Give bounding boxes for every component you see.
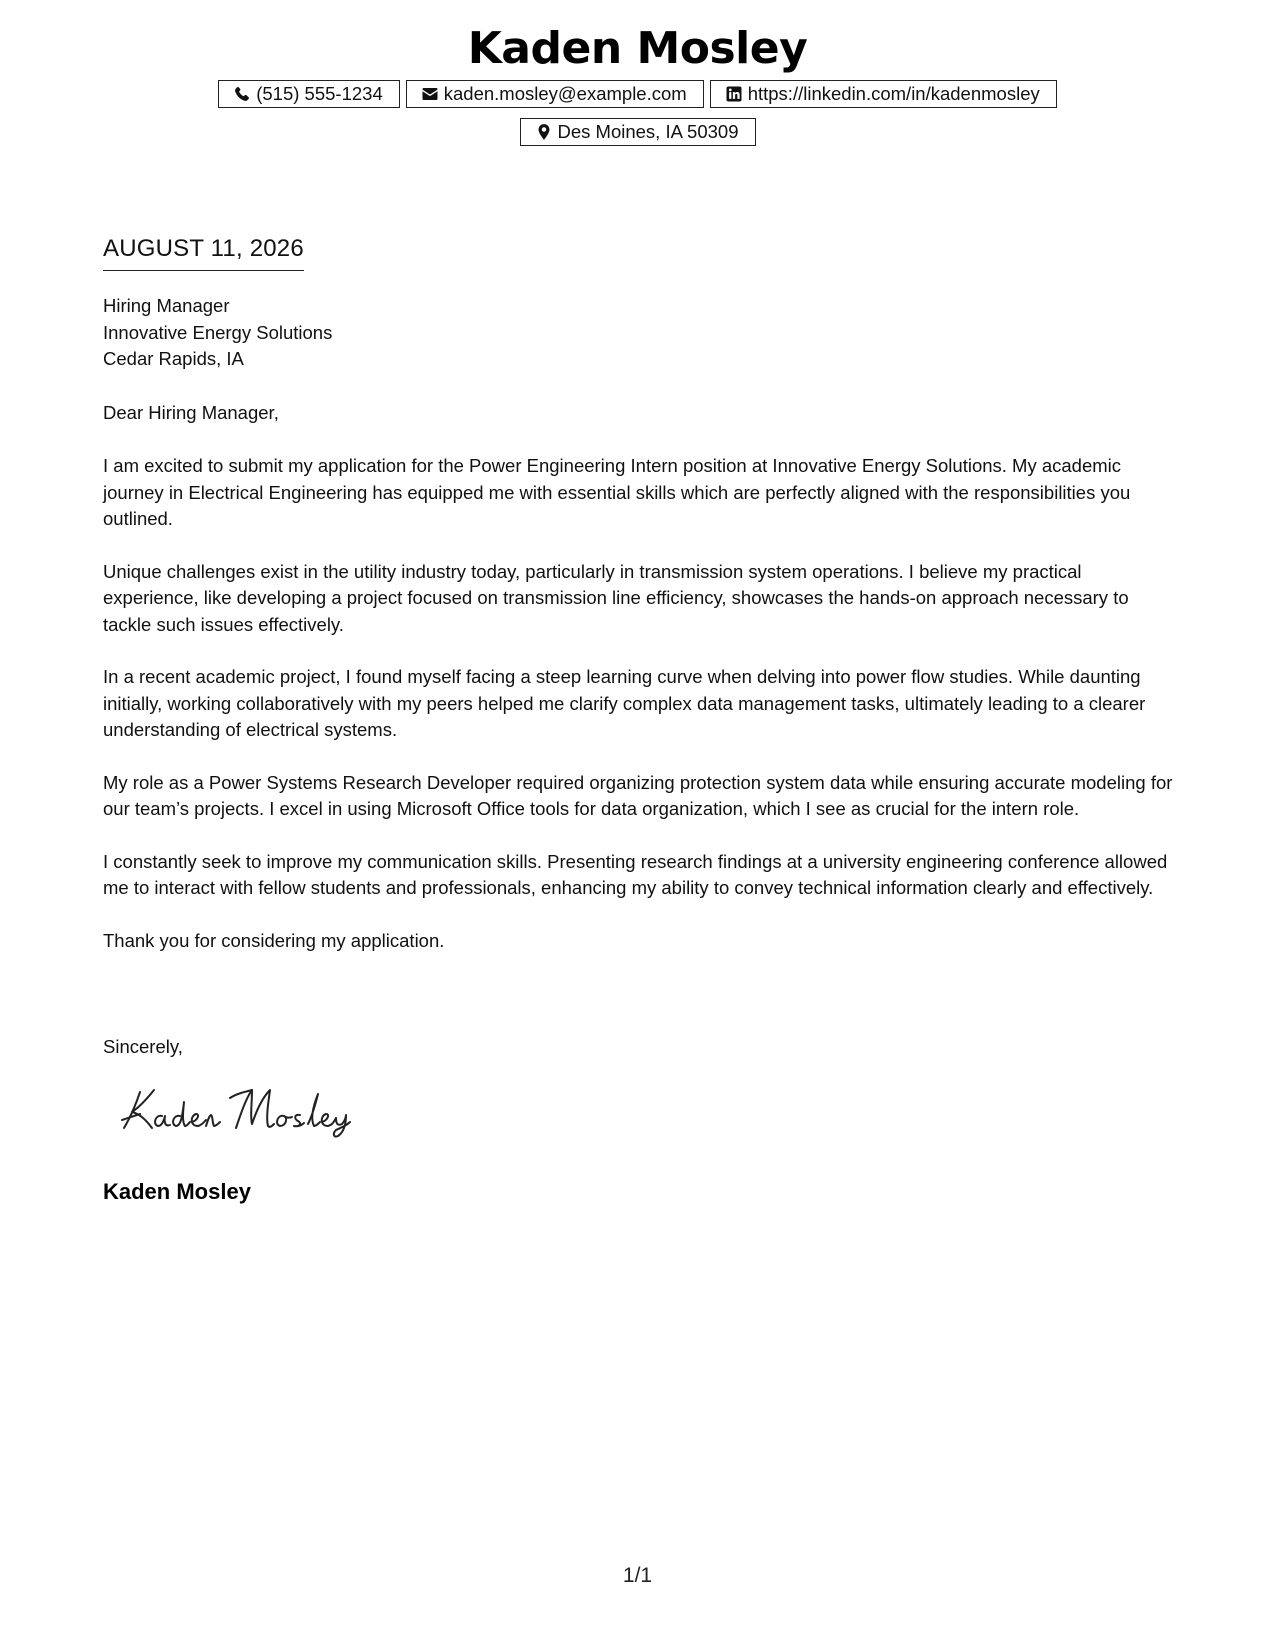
body-paragraph: I am excited to submit my application for the Power Engineering Intern position at Innovative Energy Solutions. My academic journey in Electrical Engineering has equipped me with essential skills which are perfectly aligned with the responsibilities you outlined. xyxy=(103,455,1131,529)
contact-row xyxy=(0,80,1275,108)
page-number: 1/1 xyxy=(622,1564,653,1587)
recipient-location: Cedar Rapids, IA xyxy=(103,348,244,369)
contact-location xyxy=(520,118,756,146)
contact-email xyxy=(406,80,704,108)
contact-linkedin xyxy=(710,80,1057,108)
handwritten-signature xyxy=(118,1080,358,1140)
body-paragraph: In a recent academic project, I found myself facing a steep learning curve when delving into power flow studies. While daunting initially, working collaboratively with my peers helped me clarify complex data management tasks, ultimately leading to a clearer understanding of electrical systems. xyxy=(103,666,1146,740)
envelope-icon xyxy=(421,85,439,103)
recipient-title: Hiring Manager xyxy=(103,295,230,316)
body-paragraph: My role as a Power Systems Research Developer required organizing protection system data while ensuring accurate modeling for our team’s projects. I excel in using Microsoft Office tools for data organization, which I see as crucial for the intern role. xyxy=(103,771,1173,819)
map-pin-icon xyxy=(535,123,553,141)
contact-row xyxy=(0,118,1275,146)
salutation: Dear Hiring Manager, xyxy=(103,402,279,423)
email-text: kaden.mosley@example.com xyxy=(443,83,687,104)
signed-name: Kaden Mosley xyxy=(103,1179,251,1204)
body-paragraph: I constantly seek to improve my communication skills. Presenting research findings at a university engineering conference allowed me to interact with fellow students and professionals, enhancing my ability to convey technical information clearly and effectively. xyxy=(103,850,1168,898)
body-paragraph: Thank you for considering my application. xyxy=(103,929,445,951)
recipient-block xyxy=(103,293,1175,373)
linkedin-icon xyxy=(725,85,743,103)
letter-body xyxy=(103,453,1175,980)
applicant-name-heading: Kaden Mosley xyxy=(467,23,808,74)
recipient-company: Innovative Energy Solutions xyxy=(103,321,333,343)
phone-text: (515) 555-1234 xyxy=(256,83,383,104)
letter-date: AUGUST 11, 2026 xyxy=(103,234,304,271)
phone-icon xyxy=(233,85,251,103)
contact-phone xyxy=(218,80,400,108)
body-paragraph: Unique challenges exist in the utility industry today, particularly in transmission system operations. I believe my practical experience, like developing a project focused on transmission line efficiency, showcases the hands-on approach necessary to tackle such issues effectively. xyxy=(103,560,1129,635)
location-text: Des Moines, IA 50309 xyxy=(557,121,739,142)
linkedin-text: https://linkedin.com/in/kadenmosley xyxy=(747,83,1040,104)
closing: Sincerely, xyxy=(103,1036,183,1057)
